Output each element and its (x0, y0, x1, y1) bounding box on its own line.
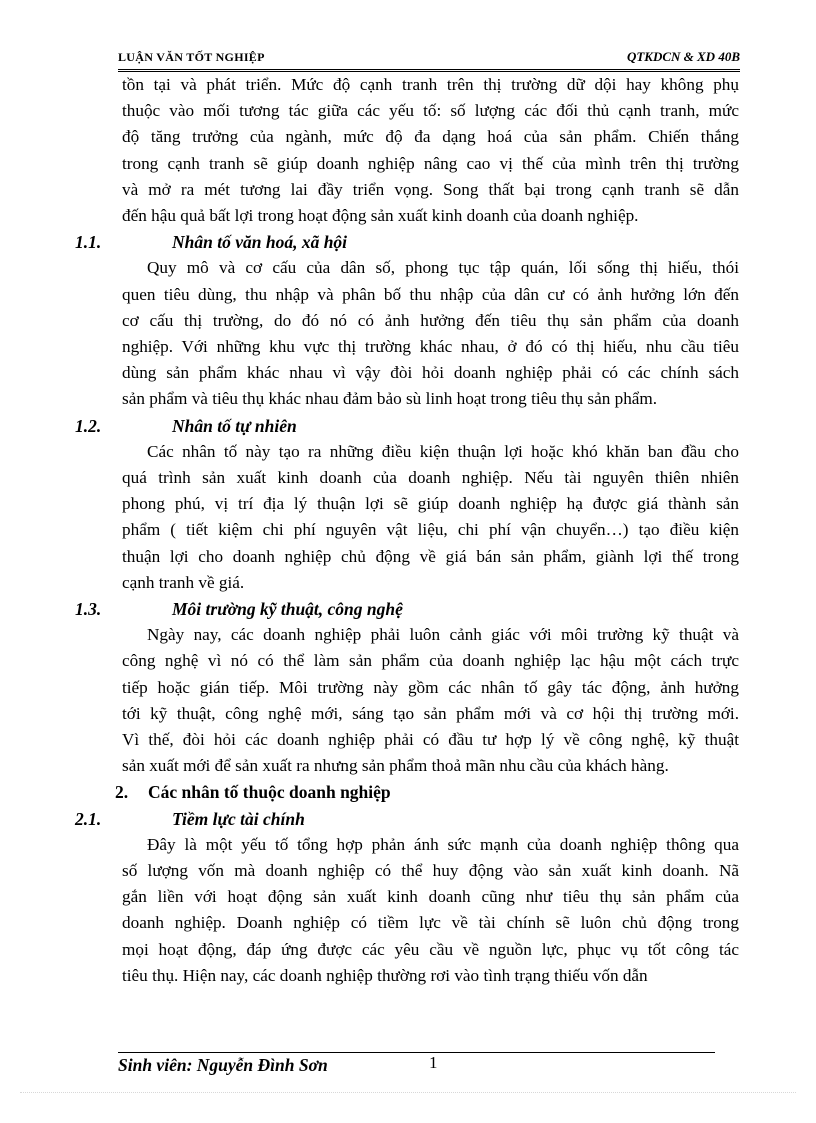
paragraph-line: công nghệ vì nó có thể làm sản phẩm của doanh nghiệp lạc hậu một cách trực (122, 651, 739, 671)
section-number: 1.1. (75, 232, 102, 253)
paragraph-line: cạnh tranh về giá. (122, 572, 245, 592)
paragraph-line: phong phú, vị trí địa lý thuận lợi sẽ giúp doanh nghiệp hạ được giá thành sản (122, 494, 739, 514)
section-number: 2.1. (75, 808, 102, 829)
paragraph-line: thuộc vào mối tương tác giữa các yếu tố: số lượng các đối thủ cạnh tranh, mức (122, 101, 739, 121)
paragraph-line: số lượng vốn mà doanh nghiệp có thể huy động vào sản xuất kinh doanh. Nã (122, 861, 739, 880)
paragraph-line: thuận lợi cho doanh nghiệp chủ động về giá bán sản phẩm, giành lợi thế trong (122, 546, 739, 566)
section-number: 2. (115, 782, 129, 803)
page-boundary (20, 1092, 796, 1093)
paragraph-line: Đây là một yếu tố tổng hợp phản ánh sức mạnh của doanh nghiệp thông qua (147, 834, 739, 854)
paragraph-line: sản xuất mới để sản xuất ra nhưng sản phẩm thoả mãn nhu cầu của khách hàng. (122, 756, 669, 776)
paragraph-line: sản phẩm và tiêu thụ khác nhau đảm bảo sù linh hoạt trong tiêu thụ sản phẩm. (122, 389, 658, 409)
section-number: 1.3. (75, 599, 102, 619)
section-number: 1.2. (75, 415, 102, 436)
paragraph-line: và mở ra mét tương lai đầy triển vọng. Song thất bại trong cạnh tranh sẽ dẫn (122, 179, 739, 199)
paragraph-line: độ tăng trưởng của ngành, mức độ đa dạng hoá của sản phẩm. Chiến thắng (122, 127, 739, 147)
paragraph-line: dùng sản phẩm khác nhau vì vậy đòi hỏi doanh nghiệp phải có các chính sách (122, 363, 739, 383)
header-left-title: LUẬN VĂN TỐT NGHIỆP (118, 50, 265, 64)
paragraph-line: cơ cấu thị trường, do đó nó có ảnh hưởng đến tiêu thụ sản phẩm của doanh (122, 310, 739, 330)
page-header (118, 44, 740, 68)
section-title: Tiềm lực tài chính (172, 808, 305, 829)
paragraph-line: Ngày nay, các doanh nghiệp phải luôn cảnh giác với môi trường kỹ thuật và (147, 625, 739, 645)
paragraph-line: mọi hoạt động, đáp ứng được các yêu cầu về nguồn lực, phục vụ tốt công tác (122, 939, 739, 959)
paragraph-line: Quy mô và cơ cấu của dân số, phong tục tập quán, lối sống thị hiếu, thói (147, 258, 739, 278)
paragraph-line: Các nhân tố này tạo ra những điều kiện thuận lợi hoặc khó khăn ban đầu cho (147, 441, 739, 461)
paragraph-line: nghiệp. Với những khu vực thị trường khác nhau, ở đó có thị hiếu, nhu cầu tiêu (122, 337, 739, 356)
section-title: Nhân tố văn hoá, xã hội (172, 232, 348, 253)
footer-author: Sinh viên: Nguyễn Đình Sơn (118, 1055, 328, 1075)
paragraph-line: gắn liền với hoạt động sản xuất kinh doanh cũng như tiêu thụ sản phẩm của (122, 887, 739, 907)
paragraph-line: quá trình sản xuất kinh doanh của doanh nghiệp. Nếu tài nguyên thiên nhiên (122, 468, 739, 487)
paragraph-line: đến hậu quả bất lợi trong hoạt động sản xuất kinh doanh của doanh nghiệp. (122, 206, 639, 225)
header-right-code: QTKDCN & XD 40B (626, 49, 740, 64)
section-title: Nhân tố tự nhiên (172, 415, 297, 436)
page-number: 1 (429, 1053, 438, 1072)
paragraph-line: phẩm ( tiết kiệm chi phí nguyên vật liệu, chi phí vận chuyển…) tạo điều kiện (122, 520, 739, 540)
paragraph-line: tồn tại và phát triển. Mức độ cạnh tranh trên thị trường dữ dội hay không phụ (122, 75, 739, 94)
paragraph-line: trong cạnh tranh sẽ giúp doanh nghiệp nâng cao vị thế của mình trên thị trường (122, 153, 739, 173)
paragraph-line: Vì thế, đòi hỏi các doanh nghiệp phải có đầu tư hợp lý về công nghệ, kỹ thuật (122, 730, 739, 749)
paragraph-line: tiếp hoặc gián tiếp. Môi trường này gồm các nhân tố gây tác động, ảnh hưởng (122, 677, 739, 697)
paragraph-line: tới kỹ thuật, công nghệ mới, sáng tạo sản phẩm mới và cơ hội thị trường mới. (122, 703, 739, 723)
section-title: Các nhân tố thuộc doanh nghiệp (148, 782, 391, 803)
footer-rule (118, 1052, 715, 1053)
paragraph-line: doanh nghiệp. Doanh nghiệp có tiềm lực về tài chính sẽ luôn chủ động trong (122, 913, 739, 933)
section-title: Môi trường kỹ thuật, công nghệ (172, 599, 403, 619)
paragraph-line: quen tiêu dùng, thu nhập và phân bố thu nhập của dân cư có ảnh hưởng lớn đến (122, 284, 739, 304)
paragraph-line: tiêu thụ. Hiện nay, các doanh nghiệp thường rơi vào tình trạng thiếu vốn dẫn (122, 965, 648, 985)
